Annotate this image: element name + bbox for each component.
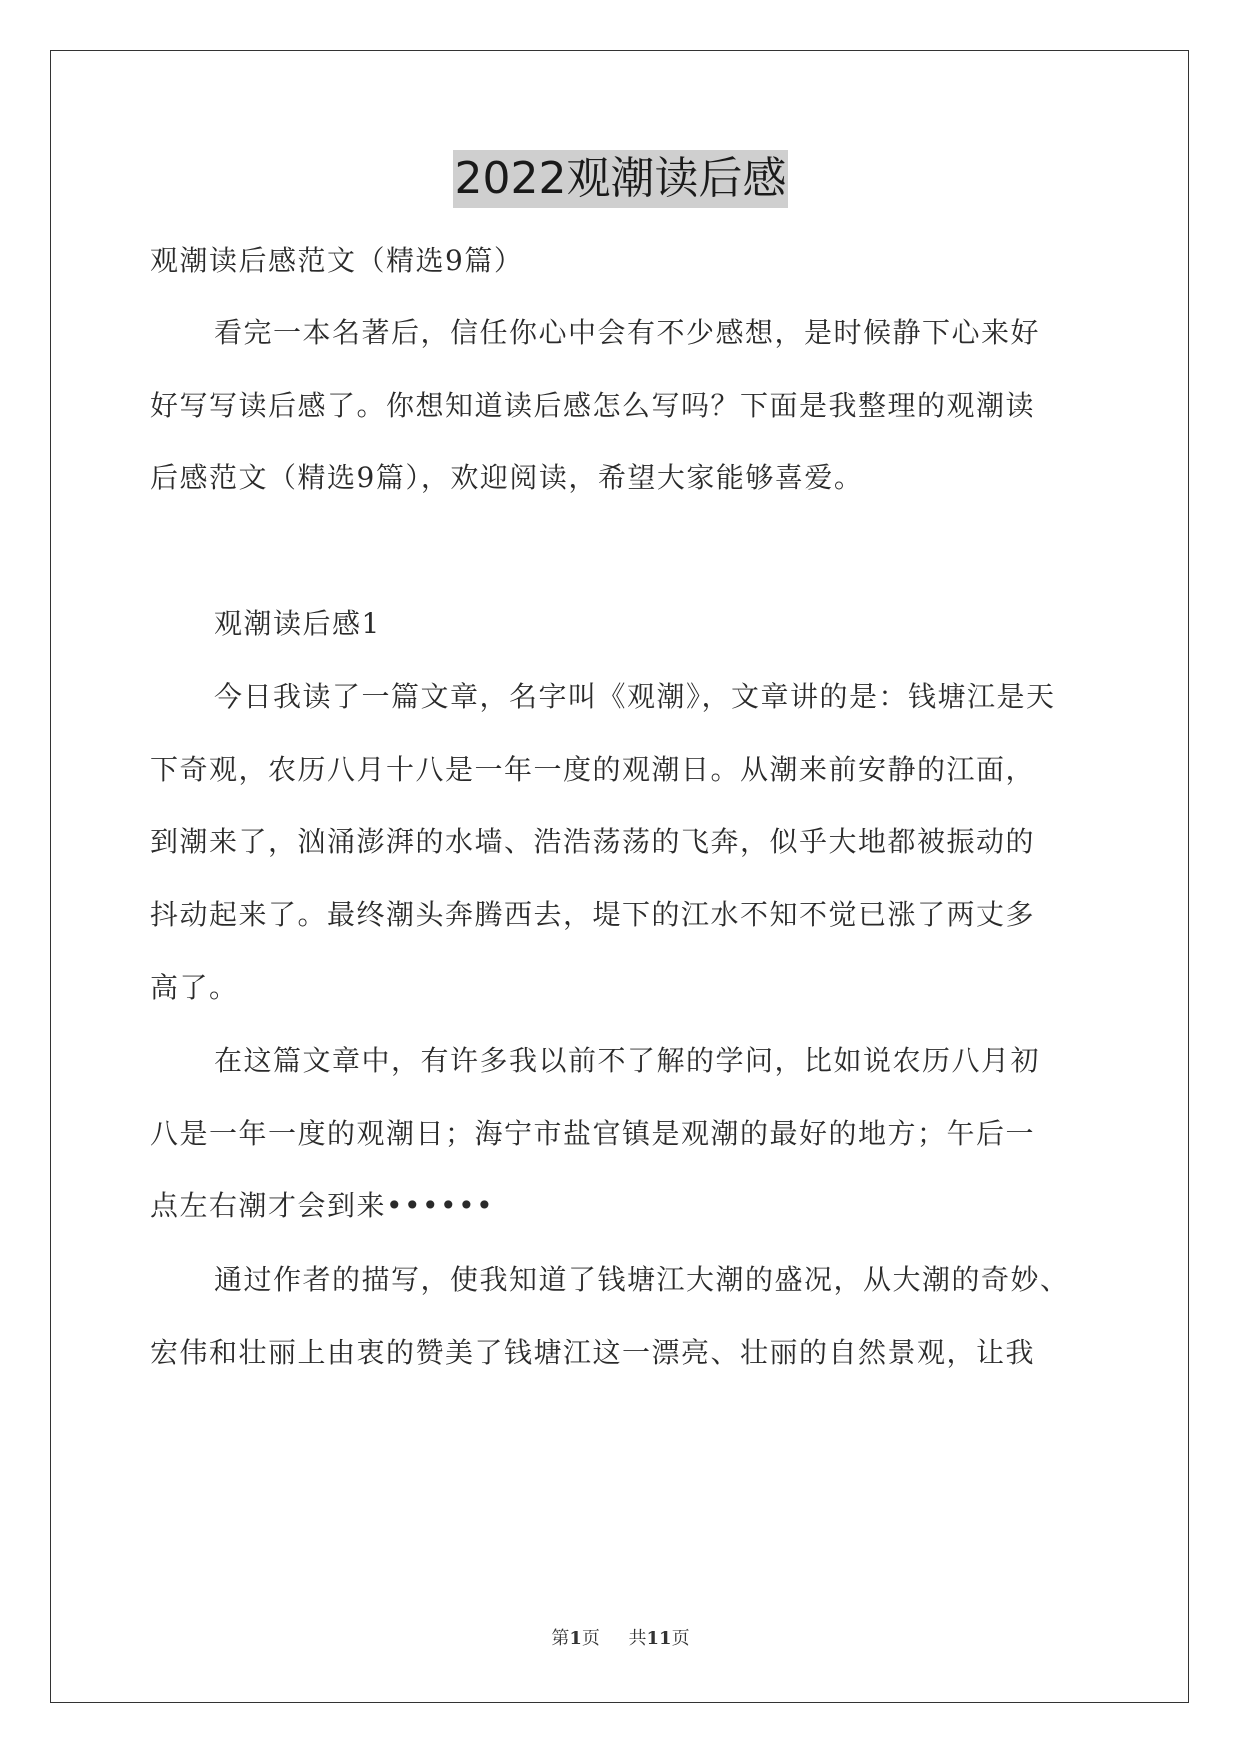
page-number: 1 bbox=[569, 1628, 582, 1649]
body-line: 到潮来了，汹涌澎湃的水墙、浩浩荡荡的飞奔，似乎大地都被振动的 bbox=[150, 825, 1036, 858]
body-line: 下奇观，农历八月十八是一年一度的观潮日。从潮来前安静的江面， bbox=[150, 753, 1036, 786]
body-line: 高了。 bbox=[150, 971, 239, 1004]
body-line: 八是一年一度的观潮日；海宁市盐官镇是观潮的最好的地方；午后一 bbox=[150, 1117, 1036, 1150]
body-line: 通过作者的描写，使我知道了钱塘江大潮的盛况，从大潮的奇妙、 bbox=[214, 1263, 1070, 1296]
body-line: 抖动起来了。最终潮头奔腾西去，堤下的江水不知不觉已涨了两丈多 bbox=[150, 898, 1036, 931]
intro-line: 好写写读后感了。你想知道读后感怎么写吗？下面是我整理的观潮读 bbox=[150, 389, 1036, 422]
page-border bbox=[50, 50, 1189, 1703]
page-prefix: 第 bbox=[551, 1628, 570, 1649]
body-line: 宏伟和壮丽上由衷的赞美了钱塘江这一漂亮、壮丽的自然景观，让我 bbox=[150, 1336, 1036, 1369]
total-prefix: 共 bbox=[628, 1628, 647, 1649]
total-pages: 11 bbox=[646, 1628, 672, 1649]
subtitle-line: 观潮读后感范文（精选9篇） bbox=[150, 244, 524, 277]
body-line: 点左右潮才会到来•••••• bbox=[150, 1189, 495, 1222]
body-line: 今日我读了一篇文章，名字叫《观潮》，文章讲的是：钱塘江是天 bbox=[214, 680, 1056, 713]
section-heading: 观潮读后感1 bbox=[214, 607, 381, 640]
page-footer bbox=[0, 1627, 1241, 1651]
body-line: 在这篇文章中，有许多我以前不了解的学问，比如说农历八月初 bbox=[214, 1044, 1041, 1077]
page-suffix: 页 bbox=[581, 1628, 600, 1649]
intro-line: 看完一本名著后，信任你心中会有不少感想，是时候静下心来好 bbox=[214, 316, 1041, 349]
total-suffix: 页 bbox=[671, 1628, 690, 1649]
intro-line: 后感范文（精选9篇），欢迎阅读，希望大家能够喜爱。 bbox=[150, 461, 864, 494]
title-container bbox=[0, 150, 1241, 208]
document-title: 2022观潮读后感 bbox=[453, 150, 789, 208]
